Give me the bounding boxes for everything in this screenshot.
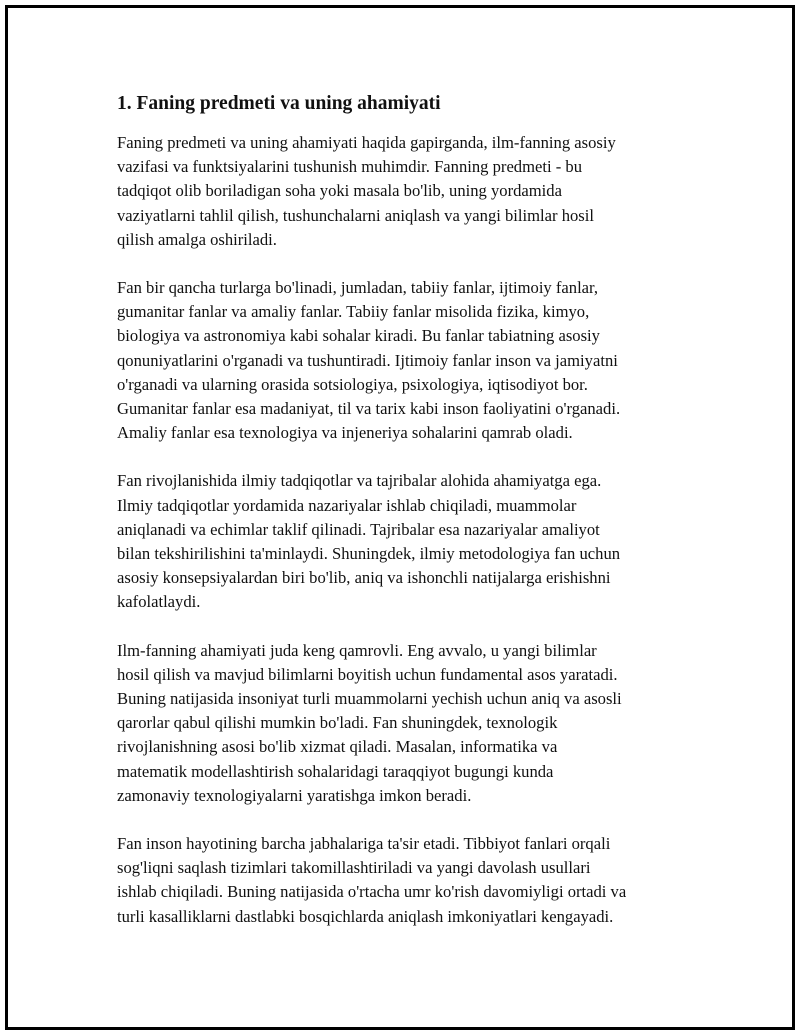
text-line: sog'liqni saqlash tizimlari takomillashtiriladi va yangi davolash usullari bbox=[117, 858, 591, 878]
text-line: ishlab chiqiladi. Buning natijasida o'rtacha umr ko'rish davomiyligi ortadi va bbox=[117, 882, 627, 902]
text-line: Fan rivojlanishida ilmiy tadqiqotlar va tajribalar alohida ahamiyatga ega. bbox=[117, 471, 602, 491]
text-line: matematik modellashtirish sohalaridagi taraqqiyot bugungi kunda bbox=[117, 761, 554, 781]
paragraph-types bbox=[117, 276, 687, 445]
text-line: rivojlanishning asosi bo'lib xizmat qiladi. Masalan, informatika va bbox=[117, 737, 558, 757]
text-line: turli kasalliklarni dastlabki bosqichlarda aniqlash imkoniyatlari kengayadi. bbox=[117, 906, 614, 926]
text-line: Ilm-fanning ahamiyati juda keng qamrovli. Eng avvalo, u yangi bilimlar bbox=[117, 640, 597, 660]
text-line: asosiy konsepsiyalardan biri bo'lib, aniq va ishonchli natijalarga erishishni bbox=[117, 568, 611, 588]
text-line: Ilmiy tadqiqotlar yordamida nazariyalar ishlab chiqiladi, muammolar bbox=[117, 495, 577, 515]
text-line: vazifasi va funktsiyalarini tushunish muhimdir. Fanning predmeti - bu bbox=[117, 157, 583, 177]
text-line: kafolatlaydi. bbox=[117, 592, 201, 612]
text-line: biologiya va astronomiya kabi sohalar kiradi. Bu fanlar tabiatning asosiy bbox=[117, 326, 600, 346]
paragraph-impact bbox=[117, 832, 687, 929]
text-line: o'rganadi va ularning orasida sotsiologiya, psixologiya, iqtisodiyot bor. bbox=[117, 374, 588, 394]
text-line: qilish amalga oshiriladi. bbox=[117, 229, 277, 249]
text-line: tadqiqot olib boriladigan soha yoki masala bo'lib, uning yordamida bbox=[117, 181, 562, 201]
text-line: Fan bir qancha turlarga bo'linadi, jumladan, tabiiy fanlar, ijtimoiy fanlar, bbox=[117, 278, 599, 298]
text-line: Faning predmeti va uning ahamiyati haqida gapirganda, ilm-fanning asosiy bbox=[117, 133, 616, 152]
text-line: qonuniyatlarini o'rganadi va tushuntiradi. Ijtimoiy fanlar inson va jamiyatni bbox=[117, 350, 618, 370]
text-line: Buning natijasida insoniyat turli muammolarni yechish uchun aniq va asosli bbox=[117, 689, 622, 709]
text-line: Gumanitar fanlar esa madaniyat, til va tarix kabi inson faoliyatini o'rganadi. bbox=[117, 399, 621, 419]
section-heading: 1. Faning predmeti va uning ahamiyati bbox=[117, 93, 441, 114]
text-line: qarorlar qabul qilishi mumkin bo'ladi. Fan shuningdek, texnologik bbox=[117, 713, 558, 733]
paragraph-importance bbox=[117, 639, 687, 808]
paragraph-research bbox=[117, 469, 687, 614]
text-line: hosil qilish va mavjud bilimlarni boyitish uchun fundamental asos yaratadi. bbox=[117, 664, 618, 684]
text-line: gumanitar fanlar va amaliy fanlar. Tabiiy fanlar misolida fizika, kimyo, bbox=[117, 302, 590, 322]
text-line: aniqlanadi va echimlar taklif qilinadi. Tajribalar esa nazariyalar amaliyot bbox=[117, 519, 600, 539]
document-body bbox=[117, 91, 687, 953]
paragraph-subject bbox=[117, 131, 687, 252]
text-line: bilan tekshirilishini ta'minlaydi. Shuningdek, ilmiy metodologiya fan uchun bbox=[117, 544, 621, 564]
text-line: vaziyatlarni tahlil qilish, tushunchalarni aniqlash va yangi bilimlar hosil bbox=[117, 205, 594, 225]
text-line: zamonaviy texnologiyalarni yaratishga imkon beradi. bbox=[117, 785, 472, 805]
text-line: Fan inson hayotining barcha jabhalariga ta'sir etadi. Tibbiyot fanlari orqali bbox=[117, 834, 611, 854]
text-line: Amaliy fanlar esa texnologiya va injeneriya sohalarini qamrab oladi. bbox=[117, 423, 573, 443]
